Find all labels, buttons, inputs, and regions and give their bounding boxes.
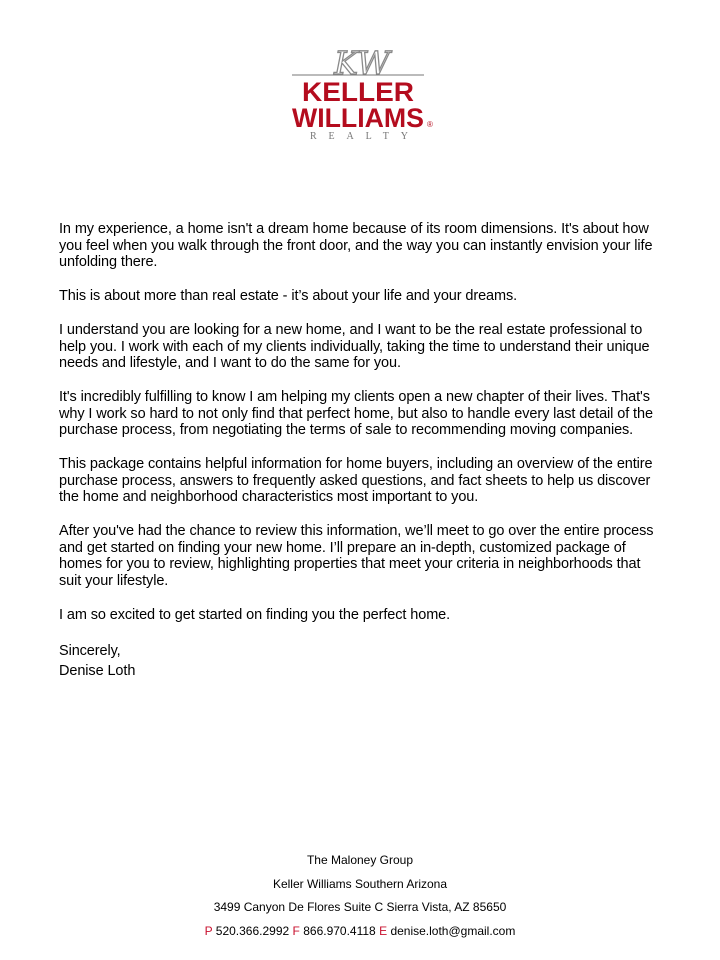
registered-mark: ® xyxy=(427,120,433,129)
logo-williams: WILLIAMS xyxy=(292,103,424,133)
letter-paragraph-2: This is about more than real estate - it’s about your life and your dreams. xyxy=(59,288,518,304)
letter-paragraph-4: It's incredibly fulfilling to know I am helping my clients open a new chapter of their lives. That's why I work so hard to not only find that perfect home, but also to handle every last detail of the purchase process, from negotiating the terms of sale to recommending moving companies. xyxy=(59,389,653,438)
logo-realty: REALTY xyxy=(310,131,408,142)
letter-closing xyxy=(59,641,665,681)
footer-office: Keller Williams Southern Arizona xyxy=(272,876,448,891)
email-address[interactable]: denise.loth@gmail.com xyxy=(390,924,516,939)
phone-label: P xyxy=(204,924,213,939)
closing-salutation: Sincerely, xyxy=(59,642,121,659)
email-label: E xyxy=(379,924,388,939)
letter-paragraph-5: This package contains helpful information for home buyers, including an overview of the entire purchase process, answers to frequently asked questions, and fact sheets to help us discover the home and neighborhood characteristics most important to you. xyxy=(59,456,653,505)
logo-graphic xyxy=(288,40,438,148)
logo-keller: KELLER xyxy=(302,77,414,107)
letter-paragraph-7: I am so excited to get started on finding you the perfect home. xyxy=(59,606,451,623)
letter-paragraph-3: I understand you are looking for a new home, and I want to be the real estate professional to help you. I work with each of my clients individually, taking the time to understand their unique needs and lifestyle, and I want to do the same for you. xyxy=(59,322,650,371)
signature-name: Denise Loth xyxy=(59,662,136,679)
phone-number: 520.366.2992 xyxy=(215,924,290,939)
footer-address: 3499 Canyon De Flores Suite C Sierra Vista, AZ 85650 xyxy=(213,900,507,915)
letter-body xyxy=(59,221,665,681)
keller-williams-logo xyxy=(288,40,438,148)
footer-contact-line xyxy=(0,920,720,944)
footer-contact xyxy=(0,849,720,944)
fax-label: F xyxy=(292,924,300,939)
footer-group-name: The Maloney Group xyxy=(306,853,414,867)
kw-monogram: KW xyxy=(334,44,390,82)
letter-paragraph-6: After you've had the chance to review this information, we’ll meet to go over the entire process and get started on finding your new home. I’ll prepare an in-depth, customized package of homes for you to review, highlighting properties that meet your criteria in neighborhoods that suit your lifestyle. xyxy=(59,523,654,589)
fax-number: 866.970.4118 xyxy=(303,924,376,939)
letter-paragraph-1: In my experience, a home isn't a dream home because of its room dimensions. It's about how you feel when you walk through the front door, and the way you can instantly envision your life unfolding there. xyxy=(59,221,653,270)
